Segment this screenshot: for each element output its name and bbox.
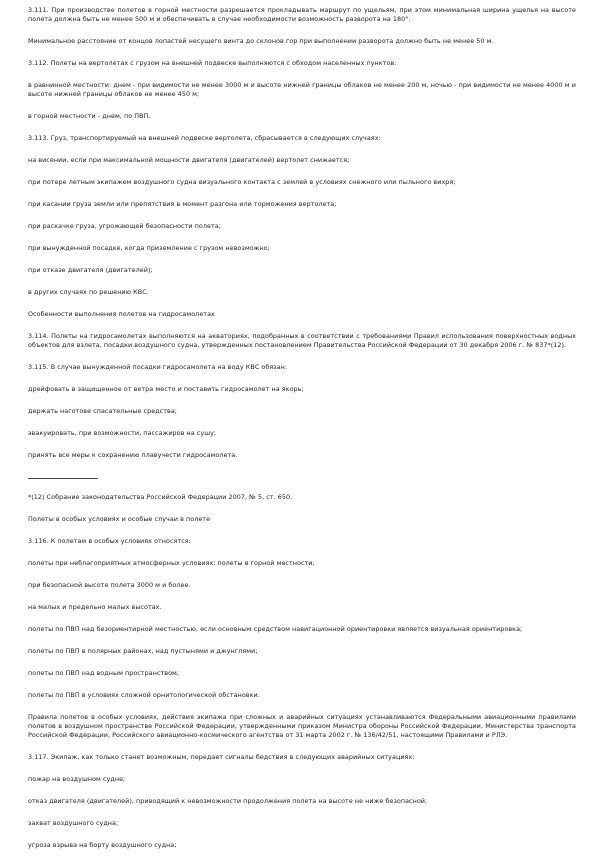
list-item: на висении, если при максимальной мощности двигателя (двигателей) вертолет снижается;: [28, 156, 350, 164]
list-item: полеты по ПВП в полярных районах, над пустынями и джунглями;: [28, 647, 258, 655]
paragraph-3-112: 3.112. Полеты на вертолетах с грузом на внешней подвеске выполняются с обходом населенных пунктов:: [28, 59, 397, 67]
list-item: отказ двигателя (двигателей), приводящий к невозможности продолжения полета на высоте не ниже безопасной;: [28, 797, 428, 805]
list-item: в других случаях по решению КВС.: [28, 288, 149, 296]
section-heading: Особенности выполнения полетов на гидросамолетах: [28, 310, 215, 318]
paragraph-3-113: 3.113. Груз, транспортируемый на внешней подвеске вертолета, сбрасывается в следующих случаях:: [28, 134, 381, 142]
list-item: захват воздушного судна;: [28, 819, 119, 827]
paragraph-3-111: 3.111. При производстве полетов в горной местности разрешается прокладывать маршрут по ущельям, при этом минимальная ширина ущелья на высоте полета должна быть не менее 500 м и обеспечивать в случае необходимости возможность разворота на 180°.: [28, 6, 576, 23]
paragraph: Минимальное расстояние от концов лопастей несущего винта до склонов гор при выполнении разворота должно быть не менее 50 м.: [28, 37, 494, 45]
list-item: дрейфовать в защищенное от ветра место и поставить гидросамолет на якорь;: [28, 385, 304, 393]
footnote: *(12) Собрание законодательства Российской Федерации 2007, № 5, ст. 650.: [28, 493, 293, 501]
list-item: при вынужденной посадке, когда приземление с грузом невозможно;: [28, 244, 270, 252]
list-item: полеты по ПВП над водным пространством;: [28, 669, 180, 677]
list-item: принять все меры к сохранению плавучести гидросамолета.: [28, 451, 238, 459]
paragraph-3-115: 3.115. В случае вынужденной посадки гидросамолета на воду КВС обязан:: [28, 363, 288, 371]
list-item: при раскачке груза, угрожающей безопасности полета;: [28, 222, 221, 230]
list-item: держать наготове спасательные средства;: [28, 407, 177, 415]
list-item: полеты по ПВП в условиях сложной орнитологической обстановки.: [28, 691, 260, 699]
list-item: угроза взрыва на борту воздушного судна;: [28, 841, 177, 849]
paragraph-3-116: 3.116. К полетам в особых условиях относятся:: [28, 537, 191, 545]
list-item: пожар на воздушном судне;: [28, 775, 126, 783]
document-page: [28, 6, 576, 856]
list-item: эвакуировать, при возможности, пассажиров на сушу;: [28, 429, 217, 437]
list-item: при безопасной высоте полета 3000 м и более.: [28, 581, 191, 589]
paragraph: в равнинной местности: днем - при видимости не менее 3000 м и высоте нижней границы облаков не менее 200 м, ночью - при видимости не менее 4000 м и высоте нижней границы облаков не менее 450 м;: [28, 81, 576, 98]
paragraph-3-117: 3.117. Экипаж, как только станет возможным, передает сигналы бедствия в следующих аварийных ситуациях:: [28, 753, 415, 761]
footnote-divider: [28, 478, 98, 479]
list-item: на малых и предельно малых высотах.: [28, 603, 162, 611]
list-item: при отказе двигателя (двигателей);: [28, 266, 153, 274]
list-item: при потере летным экипажем воздушного судна визуального контакта с землей в условиях снежного или пыльного вихря;: [28, 178, 456, 186]
section-heading: Полеты в особых условиях и особые случаи в полете: [28, 515, 211, 523]
list-item: полеты при неблагоприятных атмосферных условиях; полеты в горной местности;: [28, 559, 315, 567]
paragraph: Правила полетов в особых условиях, действия экипажа при сложных и аварийных ситуациях устанавливаются Федеральными авиационными правилами полетов в воздушном пространстве Российской Федерации, утвержденными приказом Министра обороны Российской Федерации, Министерства транспорта Российской Федерации, Российского авиационно-космического агентства от 31 марта 2002 г. № 136/42/51, настоящими Правилами и РЛЭ.: [28, 713, 576, 739]
list-item: полеты по ПВП над безориентирной местностью, если основным средством навигационной ориентировки является визуальная ориентировка;: [28, 625, 523, 633]
paragraph-3-114: 3.114. Полеты на гидросамолетах выполняются на акваториях, подобранных в соответствии с требованиями Правил использования поверхностных водных объектов для взлета, посадки воздушного судна, утвержденных постановлением Правительства Российской Федерации от 30 декабря 2006 г. № 837*(12).: [28, 332, 576, 349]
paragraph: в горной местности - днем, по ПВП.: [28, 112, 151, 120]
list-item: при касании груза земли или препятствия в момент разгона или торможения вертолета;: [28, 200, 337, 208]
